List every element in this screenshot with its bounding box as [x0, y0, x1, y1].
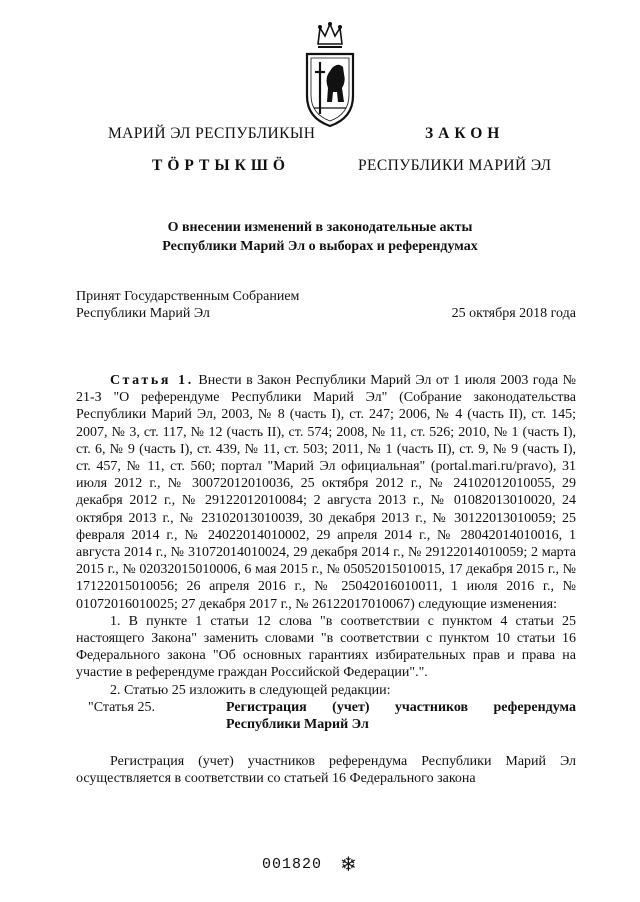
quoted-title-word4: референдума: [493, 699, 576, 715]
quoted-article-title: [226, 699, 576, 733]
adopted-line2: Республики Марий Эл: [76, 306, 210, 321]
header-left-line1: МАРИЙ ЭЛ РЕСПУБЛИКЫН: [108, 125, 316, 142]
article1-label: Статья 1.: [110, 373, 194, 388]
article1-text: Внести в Закон Республики Марий Эл от 1 июля 2003 года № 21-З "О референдуме Республики Марий Эл" (Собрание законодательства Республики Марий Эл, 2003, № 8 (часть I), ст. 247; 2006, № 4 (часть II), ст. 145; 2007, № 3, ст. 117, № 12 (часть II), ст. 574; 2008, № 11, ст. 526; 2010, № 1 (часть I), ст. 6, № 9 (часть I), ст. 439, № 11, ст. 503; 2011, № 1 (часть II), ст. 9, № 9 (часть I), ст. 457, № 11, ст. 560; портал "Марий Эл официальная" (portal.mari.ru/pravo), 31 июля 2012 г., № 30072012010036, 25 октября 2012 г., № 24102012010055, 29 декабря 2012 г., № 29122012010084; 2 августа 2013 г., № 01082013010020, 24 октября 2013 г., № 23102013010039, 30 декабря 2013 г., № 30122013010059; 25 февраля 2014 г., № 24022014010002, 29 апреля 2014 г., № 28042014010016, 1 августа 2014 г., № 31072014010024, 29 декабря 2014 г., № 29122014010059; 2 марта 2015 г., № 02032015010006, 6 мая 2015 г., № 05052015010015, 17 декабря 2015 г., № 17122015010056; 26 апреля 2016 г., № 25042016010011, 1 июля 2016 г., № 01072016010025; 27 декабря 2017 г., № 26122017010067) следующие изменения:: [76, 373, 576, 612]
quoted-article-number: "Статья 25.: [88, 699, 155, 715]
adoption-block: [76, 288, 576, 322]
title-line2: Республики Марий Эл о выборах и референдумах: [162, 239, 478, 254]
adoption-date: 25 октября 2018 года: [451, 306, 576, 321]
quoted-title-line2: Республики Марий Эл: [226, 717, 369, 733]
document-title: [0, 218, 640, 256]
quoted-title-word3: участников: [394, 699, 469, 715]
article1-item1: 1. В пункте 1 статьи 12 слова "в соответствии с пунктом 4 статьи 25 настоящего Закона" заменить словами "в соответствии с пунктом 10 статьи 16 Федерального закона "Об основных гарантиях избирательных прав и права на участие в референдуме граждан Российской Федерации".".: [76, 613, 576, 681]
snowflake-mark-icon: ❄: [340, 854, 357, 876]
serial-number: 001820: [262, 856, 323, 873]
header-right-line2: РЕСПУБЛИКИ МАРИЙ ЭЛ: [358, 157, 552, 174]
quoted-article-text: Регистрация (учет) участников референдума Республики Марий Эл осуществляется в соответствии со статьей 16 Федерального закона: [76, 754, 576, 787]
article1-item2: 2. Статью 25 изложить в следующей редакции:: [110, 682, 391, 698]
adopted-line1: Принят Государственным Собранием: [76, 289, 300, 304]
header-left-line2: ТӦРТЫКШӦ: [152, 157, 290, 174]
title-line1: О внесении изменений в законодательные акты: [167, 220, 473, 235]
document-body: [76, 372, 576, 788]
quoted-title-word2: (учет): [332, 699, 370, 715]
quoted-title-word1: Регистрация: [226, 699, 307, 715]
coat-of-arms-icon: [304, 22, 356, 130]
header-right-line1: ЗАКОН: [425, 125, 505, 142]
quoted-article-heading: [76, 699, 576, 733]
article1-paragraph: [76, 372, 576, 613]
